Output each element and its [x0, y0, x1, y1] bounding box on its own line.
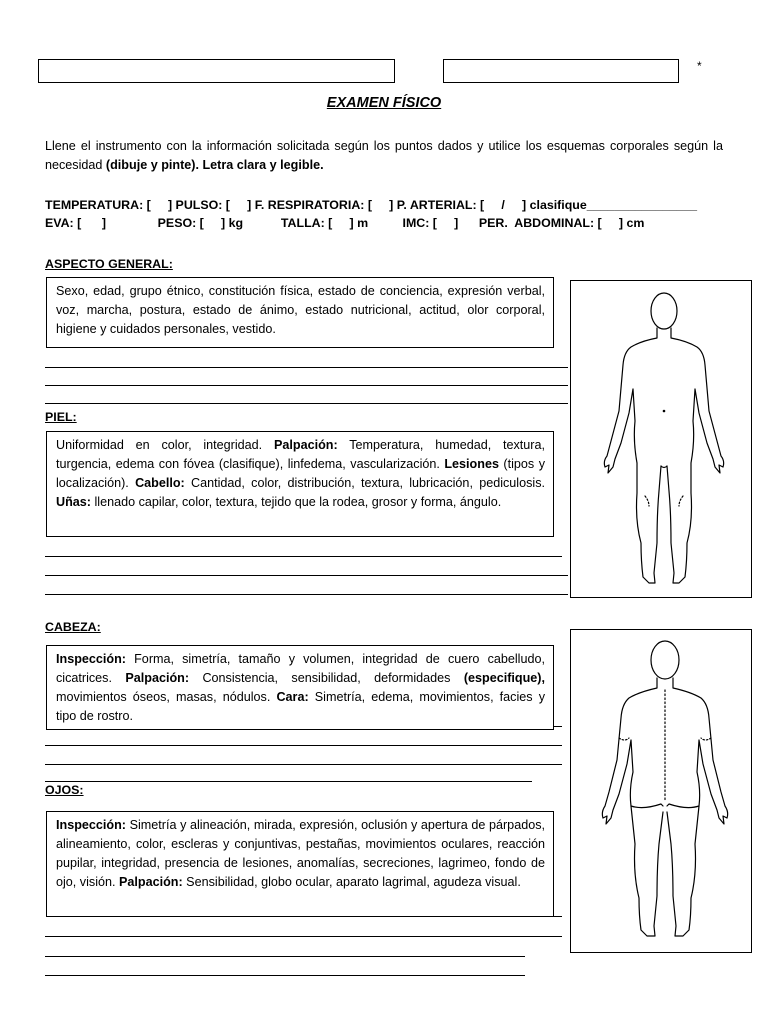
ojos-answer-line-3[interactable]	[45, 975, 525, 976]
section-title-ojos: OJOS:	[45, 783, 84, 797]
section-title-aspecto: ASPECTO GENERAL:	[45, 257, 173, 271]
vitals-line-2: EVA: [ ] PESO: [ ] kg TALLA: [ ] m IMC: [ ] PER. ABDOMINAL: [ ] cm	[45, 216, 645, 230]
aspecto-guide-text: Sexo, edad, grupo étnico, constitución física, estado de conciencia, expresión verbal, voz, marcha, postura, estado de ánimo, estado nutricional, actitud, olor corporal, higiene y cuidados personales, vestido.	[56, 284, 545, 336]
body-back-frame[interactable]	[570, 629, 752, 953]
piel-text-2: Temperatura, humedad, textura, turgencia, edema con fóvea (clasifique), linfedema, vascularización.	[56, 438, 545, 471]
piel-bold-2: Lesiones	[444, 457, 499, 471]
piel-bold-4: Uñas:	[56, 495, 91, 509]
ojos-guide-box	[46, 811, 554, 917]
cabeza-answer-line-1[interactable]	[45, 745, 562, 746]
aspecto-answer-line-2[interactable]	[45, 385, 568, 386]
cabeza-bold-2: Palpación:	[125, 671, 190, 685]
ojos-answer-line-2[interactable]	[45, 956, 525, 957]
header-field-1[interactable]	[38, 59, 395, 83]
cabeza-text-3: movimientos óseos, masas, nódulos.	[56, 690, 277, 704]
ojos-bold-1: Inspección:	[56, 818, 126, 832]
cabeza-answer-line-0[interactable]	[554, 726, 562, 727]
header-field-2[interactable]	[443, 59, 679, 83]
piel-text-4: Cantidad, color, distribución, textura, lubricación, pediculosis.	[184, 476, 545, 490]
instructions-text: Llene el instrumento con la información solicitada según los puntos dados y utilice los esquemas corporales según la necesidad	[45, 139, 723, 172]
ojos-text-1: Simetría y alineación, mirada, expresión, oclusión y apertura de párpados, alineamiento, color, escleras y conjuntivas, pestañas, movimientos oculares, reacción pupilar, integridad, presencia de lesiones, anomalías, secreciones, lagrimeo, fondo de ojo, visión.	[56, 818, 545, 889]
aspecto-guide-box	[46, 277, 554, 348]
cabeza-answer-line-2[interactable]	[45, 764, 562, 765]
cabeza-text-1: Forma, simetría, tamaño y volumen, integridad de cuero cabelludo, cicatrices.	[56, 652, 545, 685]
section-title-cabeza: CABEZA:	[45, 620, 101, 634]
cabeza-text-4: Simetría, edema, movimientos, facies y tipo de rostro.	[56, 690, 545, 723]
body-front-icon	[571, 281, 750, 596]
piel-text-1: Uniformidad en color, integridad.	[56, 438, 274, 452]
vitals-line-1: TEMPERATURA: [ ] PULSO: [ ] F. RESPIRATORIA: [ ] P. ARTERIAL: [ / ] clasifique________________	[45, 198, 698, 212]
cabeza-guide-box	[46, 645, 554, 730]
instructions	[45, 137, 723, 175]
section-title-piel: PIEL:	[45, 410, 77, 424]
page-title: EXAMEN FÍSICO	[326, 95, 442, 111]
piel-bold-3: Cabello:	[135, 476, 185, 490]
piel-answer-line-1[interactable]	[45, 556, 562, 557]
cabeza-answer-line-3[interactable]	[45, 781, 532, 782]
required-asterisk: *	[697, 59, 702, 73]
piel-answer-line-2[interactable]	[45, 575, 568, 576]
instructions-bold: (dibuje y pinte). Letra clara y legible.	[105, 158, 324, 172]
ojos-text-2: Sensibilidad, globo ocular, aparato lagrimal, agudeza visual.	[182, 875, 521, 889]
aspecto-answer-line-3[interactable]	[45, 403, 568, 404]
ojos-answer-line-0[interactable]	[554, 916, 562, 917]
cabeza-text-2: Consistencia, sensibilidad, deformidades	[189, 671, 464, 685]
piel-text-3: (tipos y localización).	[56, 457, 545, 490]
piel-guide-box	[46, 431, 554, 537]
ojos-answer-line-1[interactable]	[45, 936, 562, 937]
cabeza-bold-4: Cara:	[276, 690, 309, 704]
aspecto-answer-line-1[interactable]	[45, 367, 568, 368]
ojos-bold-2: Palpación:	[119, 875, 183, 889]
body-back-icon	[571, 630, 750, 951]
cabeza-bold-1: Inspección:	[56, 652, 126, 666]
cabeza-bold-3: (especifique),	[463, 671, 545, 685]
piel-bold-1: Palpación:	[273, 438, 338, 452]
piel-answer-line-3[interactable]	[45, 594, 568, 595]
body-front-frame[interactable]	[570, 280, 752, 598]
piel-text-5: llenado capilar, color, textura, tejido que la rodea, grosor y forma, ángulo.	[91, 495, 502, 509]
